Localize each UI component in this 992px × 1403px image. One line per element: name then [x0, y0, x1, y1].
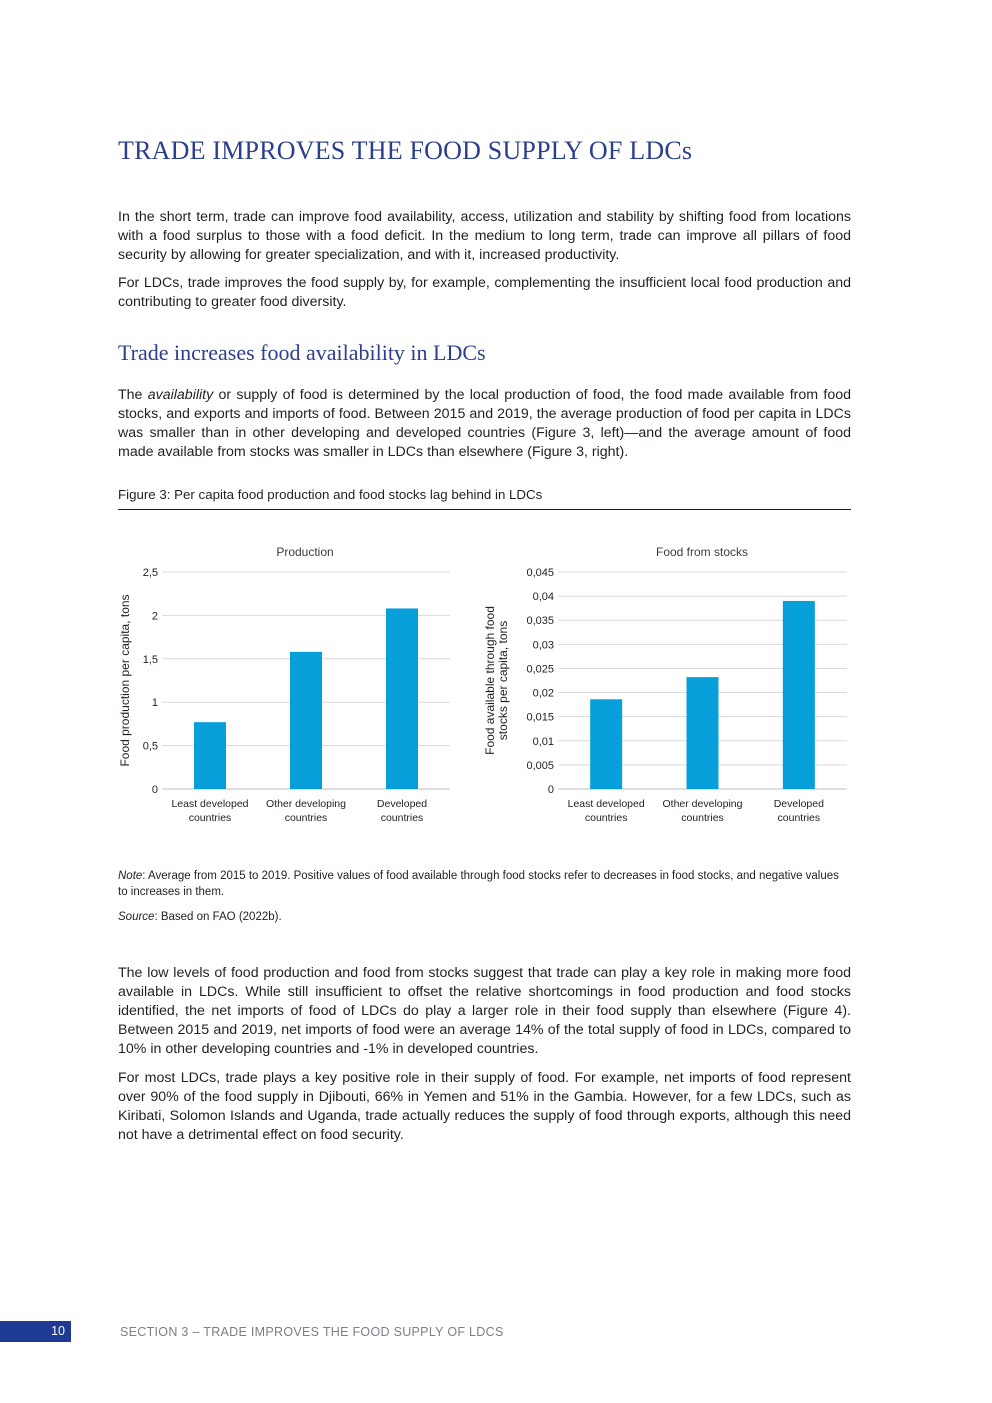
intro-paragraph-2: For LDCs, trade improves the food supply by, for example, complementing the insufficient local food production and contributing to greater food diversity.: [118, 275, 851, 310]
y-tick-label: 2,5: [142, 567, 158, 579]
figure-caption: Figure 3: Per capita food production and food stocks lag behind in LDCs: [118, 487, 543, 502]
y-tick-label: 0,03: [532, 639, 554, 652]
y-tick-label: 0,02: [532, 687, 554, 700]
y-axis-label: Food production per capita, tons: [118, 594, 132, 767]
bar: [687, 677, 719, 789]
x-category-label: Least developed countries: [171, 798, 249, 824]
y-tick-label: 0,045: [526, 567, 554, 579]
bar: [290, 652, 322, 789]
intro-paragraph-1: In the short term, trade can improve food availability, access, utilization and stability by shifting food from locations with a food surplus to those with a food deficit. In the medium to long term, trade can improve all pillars of food security by allowing for greater specialization, and with it, increased productivity.: [118, 209, 851, 263]
y-axis-label: Food available through foodstocks per capita, tons: [483, 606, 510, 755]
y-tick-label: 0,04: [532, 591, 554, 604]
figure-divider: [118, 509, 851, 510]
y-tick-label: 2: [151, 610, 158, 623]
x-category-label: Developed countries: [773, 798, 824, 824]
production-chart-svg: [118, 540, 458, 840]
x-category-label: Least developed countries: [567, 798, 645, 824]
stocks-chart-title: Food from stocks: [655, 545, 749, 559]
y-tick-label: 0,035: [526, 615, 554, 628]
production-chart-title: Production: [276, 545, 334, 559]
footer-section-title: SECTION 3 – TRADE IMPROVES THE FOOD SUPPLY OF LDCS: [120, 1325, 504, 1339]
section-subtitle: Trade increases food availability in LDCs: [118, 340, 486, 365]
figure-note: Note: Average from 2015 to 2019. Positive values of food available through food stocks refer to decreases in food stocks, and negative values to increases in them.: [118, 870, 839, 898]
y-tick-label: 0: [547, 784, 554, 796]
x-category-label: Developed countries: [376, 798, 428, 824]
bar: [783, 601, 815, 789]
x-category-label: Other developing countries: [266, 798, 346, 824]
closing-paragraph-1: The low levels of food production and food from stocks suggest that trade can play a key role in making more food available in LDCs. While still insufficient to offset the relative shortcomings in food production and food stocks identified, the net imports of food of LDCs do play a larger role in their food supply than elsewhere (Figure 4). Between 2015 and 2019, net imports of food were an average 14% of the total supply of food in LDCs, compared to 10% in other developing countries and -1% in developed countries.: [118, 965, 851, 1057]
bar: [590, 699, 622, 789]
y-tick-label: 0,015: [526, 711, 554, 724]
note-label: Note: [118, 870, 143, 882]
y-tick-label: 0,01: [532, 735, 554, 748]
y-tick-label: 0,5: [142, 740, 158, 753]
bar: [194, 722, 226, 789]
stocks-chart-svg: [480, 540, 860, 840]
y-tick-label: 1,5: [142, 653, 158, 666]
stocks-chart: [480, 540, 860, 840]
production-chart: [118, 540, 458, 840]
page-number: 10: [0, 1321, 71, 1342]
y-tick-label: 0: [151, 784, 158, 796]
closing-paragraph-2: For most LDCs, trade plays a key positive role in their supply of food. For example, net imports of food represent over 90% of the food supply in Djibouti, 66% in Yemen and 51% in the Gambia. However, for a few LDCs, such as Kiribati, Solomon Islands and Uganda, trade actually reduces the supply of food through exports, although this need not have a detrimental effect on food security.: [118, 1070, 851, 1143]
bar: [386, 608, 418, 789]
availability-paragraph: The availability or supply of food is determined by the local production of food, the food made available from food stocks, and exports and imports of food. Between 2015 and 2019, the average production of food per capita in LDCs was smaller than in other developing and developed countries (Figure 3, left)—and the average amount of food made available from stocks was smaller in LDCs than elsewhere (Figure 3, right).: [118, 387, 851, 460]
availability-term: availability: [147, 387, 214, 403]
y-tick-label: 0,025: [526, 663, 554, 676]
y-tick-label: 1: [151, 697, 158, 710]
y-tick-label: 0,005: [526, 759, 554, 772]
page-title: TRADE IMPROVES THE FOOD SUPPLY OF LDCs: [118, 136, 693, 165]
x-category-label: Other developing countries: [662, 798, 743, 824]
source-label: Source: [118, 911, 155, 923]
figure-source: Source: Based on FAO (2022b).: [118, 911, 282, 923]
